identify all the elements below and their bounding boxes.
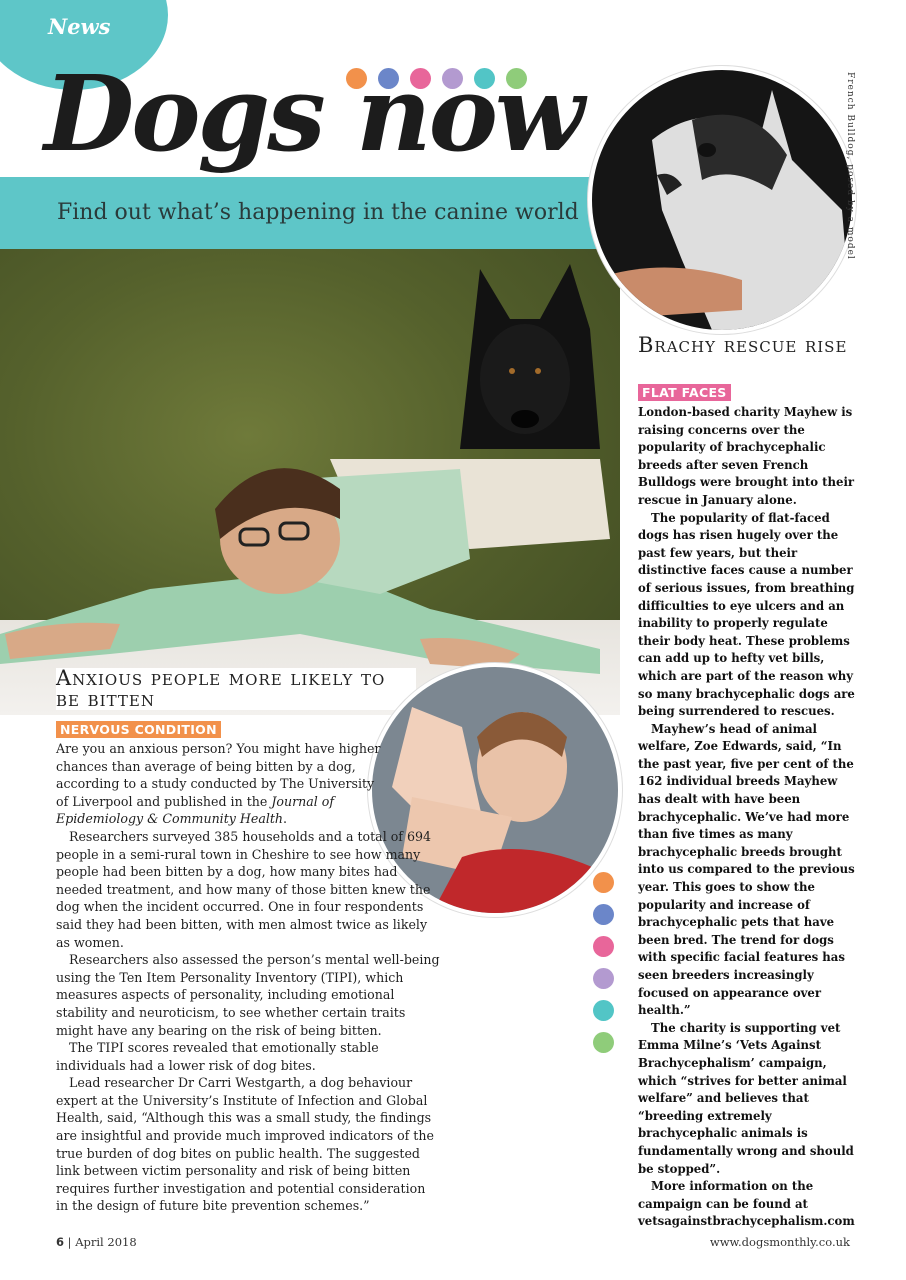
- story-left-paragraph: [56, 740, 386, 828]
- story-right-paragraph: The charity is supporting vet Emma Milne’s ‘Vets Against Brachycephalism’ campaign, which “strives for better animal welfare” and believes that “breeding extremely brachycephalic animals is fundamentally wrong and should be stopped”.: [638, 1020, 854, 1176]
- photo-credit: French Bulldog, posed by a model: [845, 72, 855, 260]
- story-left-headline: Anxious people more likely to be bitten: [56, 668, 416, 710]
- french-bulldog-photo: [588, 66, 856, 334]
- story-left-paragraph: Researchers also assessed the person’s mental well-being using the Ten Item Personality Inventory (TIPI), which measures aspects of personality, including emotional stability and neuroticism, to see whether certain traits might have any bearing on the risk of being bitten.: [56, 952, 440, 1038]
- main-photo-man-and-dog: [0, 249, 620, 715]
- story-right-paragraph: London-based charity Mayhew is raising concerns over the popularity of brachycephalic breeds after seven French Bulldogs were brought into their rescue in January alone.: [638, 405, 855, 507]
- story-left-paragraph: Researchers surveyed 385 households and a total of 694 people in a semi-rural town in Cheshire to see how many people had been bitten by a dog, how many bites had needed treatment, and how many of those bitten knew the dog when the incident occurred. One in four respondents said they had been bitten, with men almost twice as likely as women.: [56, 828, 432, 950]
- dot-blue: [593, 904, 614, 925]
- website-url[interactable]: www.dogsmonthly.co.uk: [709, 1235, 850, 1249]
- french-bulldog-illustration: [592, 70, 852, 330]
- story-left-intro: Are you an anxious person? You might have higher chances than average of being bitten by a dog, according to a study conducted by The University of Liverpool and published in the: [56, 741, 381, 809]
- issue-date: April 2018: [75, 1235, 137, 1249]
- page-footer-left: 6 | April 2018: [56, 1235, 137, 1249]
- story-right-headline: Brachy rescue rise: [638, 333, 848, 357]
- story-right-body: [638, 404, 856, 1231]
- story-left-paragraph: The TIPI scores revealed that emotionally stable individuals had a lower risk of dog bites.: [56, 1040, 379, 1073]
- dot-orange: [593, 872, 614, 893]
- dot-green: [593, 1032, 614, 1053]
- dot-purple: [593, 968, 614, 989]
- page-title: Dogs now: [44, 52, 582, 175]
- story-left-intro-end: .: [283, 811, 288, 827]
- page-subtitle: Find out what’s happening in the canine world: [57, 200, 579, 225]
- story-left-body: [56, 740, 440, 1215]
- story-right-paragraph: Mayhew’s head of animal welfare, Zoe Edwards, said, “In the past year, five per cent of the 162 individual breeds Mayhew has dealt with have been brachycephalic. We’ve had more than five times as many brachycephalic breeds brought into us compared to the previous year. This goes to show the popularity and increase of brachycephalic pets that have been bred. The trend for dogs with specific facial features has seen breeders increasingly focused on appearance over health.”: [638, 721, 855, 1018]
- story-right-tag: FLAT FACES: [638, 384, 731, 401]
- decorative-dots-column: [593, 872, 614, 1053]
- story-left-tag: NERVOUS CONDITION: [56, 721, 221, 738]
- dot-pink: [593, 936, 614, 957]
- journal-name: Journal of Epidemiology & Community Health: [56, 793, 334, 827]
- section-label: News: [48, 14, 111, 39]
- dot-teal: [593, 1000, 614, 1021]
- story-right-paragraph: More information on the campaign can be found at vetsagainstbrachycephalism.com: [638, 1179, 855, 1229]
- page-number: 6: [56, 1235, 65, 1249]
- story-left-paragraph: Lead researcher Dr Carri Westgarth, a dog behaviour expert at the University’s Institute of Infection and Global Health, said, “Although this was a small study, the findings are insightful and provide much improved indicators of the true burden of dog bites on public health. The suggested link between victim personality and risk of being bitten requires further investigation and potential consideration in the design of future bite prevention schemes.”: [56, 1075, 434, 1214]
- story-right-paragraph: The popularity of flat-faced dogs has risen hugely over the past few years, but their distinctive faces cause a number of serious issues, from breathing difficulties to eye ulcers and an inability to properly regulate their body heat. These problems can add up to hefty vet bills, which are part of the reason why so many brachycephalic dogs are being surrendered to rescues.: [638, 510, 855, 719]
